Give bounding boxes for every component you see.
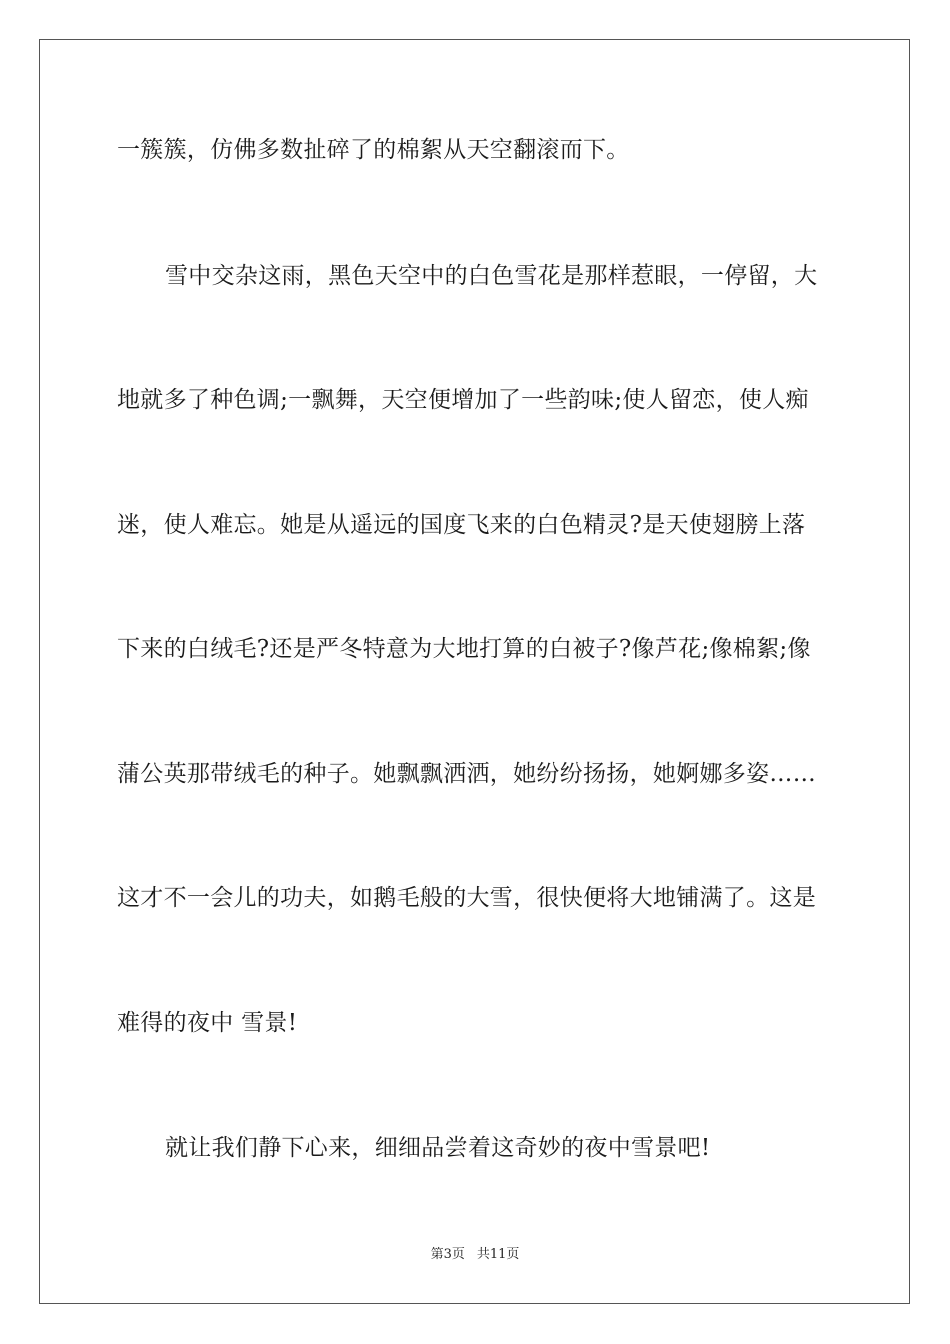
- page-number: 第3页: [430, 1247, 465, 1262]
- page-footer: [0, 1246, 950, 1264]
- paragraph-line: 地就多了种色调;一飘舞，天空便增加了一些韵味;使人留恋，使人痴: [117, 387, 809, 413]
- page-total: 共11页: [476, 1247, 520, 1262]
- page-frame: [39, 39, 910, 1304]
- paragraph-line: 一簇簇，仿佛多数扯碎了的棉絮从天空翻滚而下。: [117, 137, 630, 163]
- paragraph-line: 迷，使人难忘。她是从遥远的国度飞来的白色精灵?是天使翅膀上落: [117, 512, 806, 538]
- paragraph-line: 蒲公英那带绒毛的种子。她飘飘洒洒，她纷纷扬扬，她婀娜多姿……: [117, 761, 816, 787]
- paragraph-line: 下来的白绒毛?还是严冬特意为大地打算的白被子?像芦花;像棉絮;像: [117, 636, 811, 662]
- paragraph-line: 雪中交杂这雨，黑色天空中的白色雪花是那样惹眼，一停留，大: [165, 263, 818, 289]
- paragraph-line: 难得的夜中 雪景!: [117, 1010, 298, 1036]
- paragraph-line: 就让我们静下心来，细细品尝着这奇妙的夜中雪景吧!: [165, 1135, 711, 1161]
- paragraph-line: 这才不一会儿的功夫，如鹅毛般的大雪，很快便将大地铺满了。这是: [117, 885, 816, 911]
